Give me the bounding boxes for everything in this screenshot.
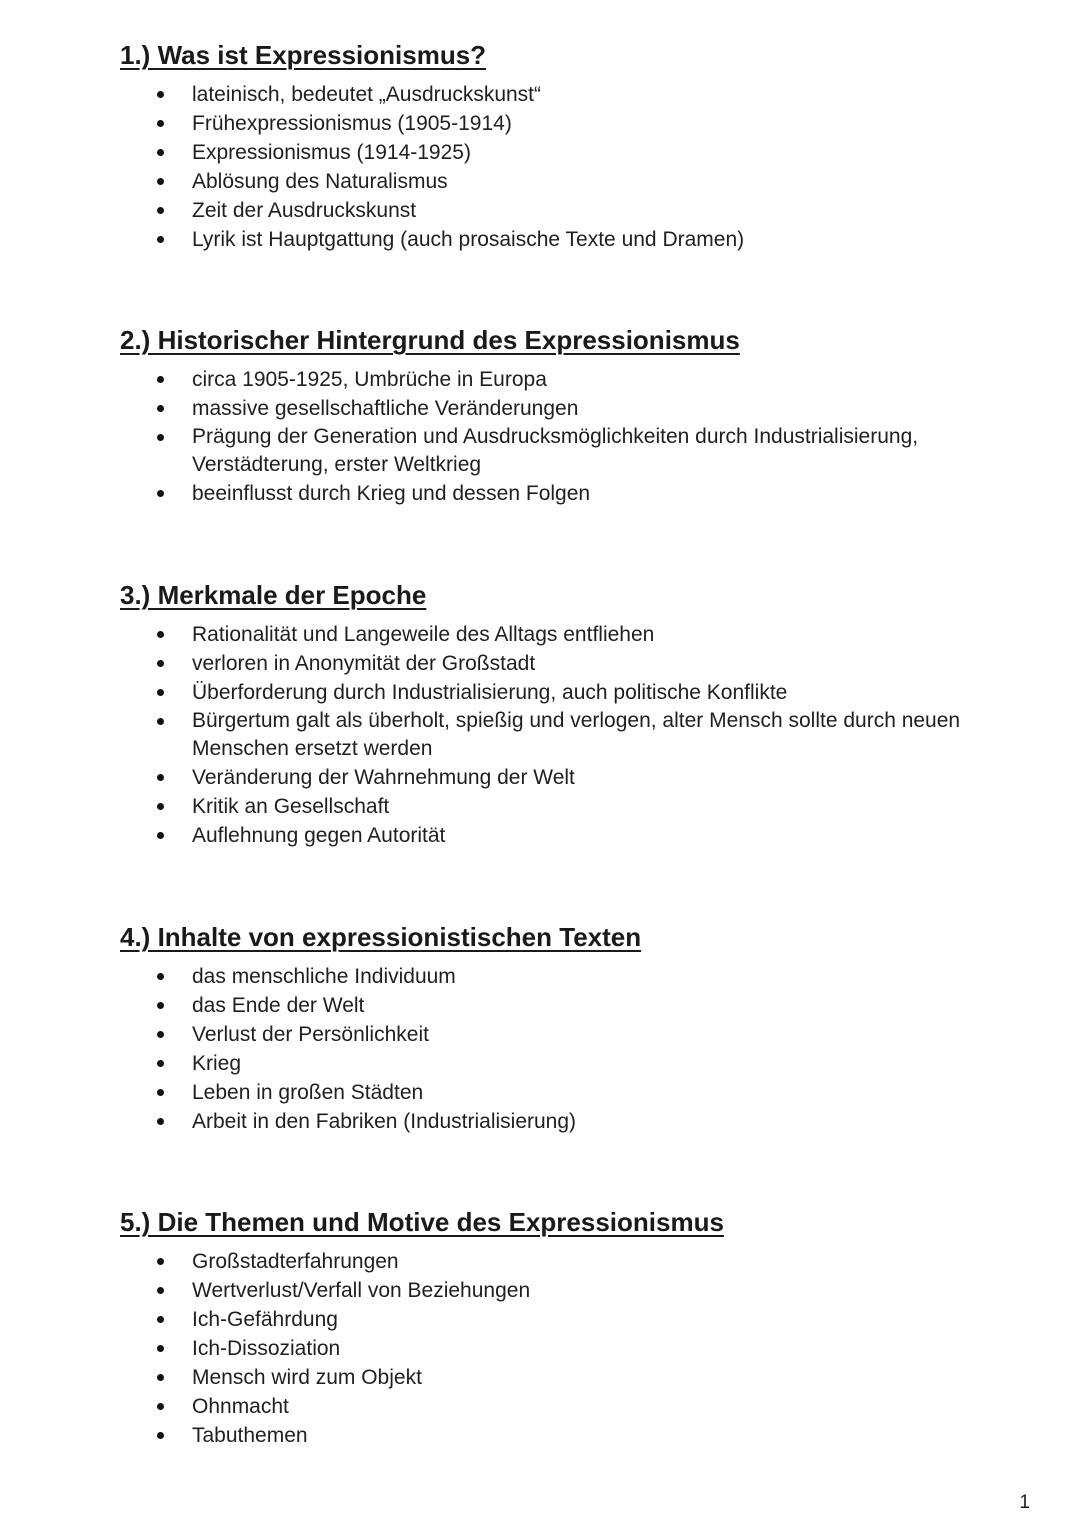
list-item: circa 1905-1925, Umbrüche in Europa [120, 365, 1020, 394]
section-title: 1.) Was ist Expressionismus? [120, 40, 487, 70]
list-item: Ich-Dissoziation [120, 1334, 1020, 1363]
bullet-list [120, 365, 1020, 508]
list-item: verloren in Anonymität der Großstadt [120, 649, 1020, 678]
list-item: Kritik an Gesellschaft [120, 792, 1020, 821]
list-item: Krieg [120, 1049, 1020, 1078]
bullet-list [120, 80, 1020, 254]
list-item: Auflehnung gegen Autorität [120, 821, 1020, 850]
page-number: 1 [1019, 1492, 1030, 1513]
section-title: 5.) Die Themen und Motive des Expressionismus [120, 1207, 724, 1237]
list-item: Lyrik ist Hauptgattung (auch prosaische Texte und Dramen) [120, 225, 1020, 254]
list-item: Ohnmacht [120, 1392, 1020, 1421]
list-item: Leben in großen Städten [120, 1078, 1020, 1107]
section-3 [120, 580, 1020, 850]
bullet-list [120, 962, 1020, 1136]
section-title: 4.) Inhalte von expressionistischen Texten [120, 922, 642, 952]
list-item: Mensch wird zum Objekt [120, 1363, 1020, 1392]
bullet-list [120, 1247, 1020, 1450]
list-item: Überforderung durch Industrialisierung, auch politische Konflikte [120, 678, 1020, 707]
list-item: das menschliche Individuum [120, 962, 1020, 991]
list-item: Expressionismus (1914-1925) [120, 138, 1020, 167]
list-item: Ich-Gefährdung [120, 1305, 1020, 1334]
section-title: 3.) Merkmale der Epoche [120, 580, 427, 610]
list-item: das Ende der Welt [120, 991, 1020, 1020]
list-item: lateinisch, bedeutet „Ausdruckskunst“ [120, 80, 1020, 109]
list-item: Prägung der Generation und Ausdrucksmöglichkeiten durch Industrialisierung, Verstädterung, erster Weltkrieg [120, 423, 1020, 479]
list-item: Tabuthemen [120, 1421, 1020, 1450]
section-1 [120, 40, 1020, 254]
section-4 [120, 922, 1020, 1136]
list-item: massive gesellschaftliche Veränderungen [120, 394, 1020, 423]
list-item: Zeit der Ausdruckskunst [120, 196, 1020, 225]
list-item: Großstadterfahrungen [120, 1247, 1020, 1276]
list-item: Verlust der Persönlichkeit [120, 1020, 1020, 1049]
section-5 [120, 1207, 1020, 1450]
list-item: Veränderung der Wahrnehmung der Welt [120, 763, 1020, 792]
list-item: Arbeit in den Fabriken (Industrialisierung) [120, 1107, 1020, 1136]
list-item: Ablösung des Naturalismus [120, 167, 1020, 196]
list-item: Frühexpressionismus (1905-1914) [120, 109, 1020, 138]
list-item: Bürgertum galt als überholt, spießig und verlogen, alter Mensch sollte durch neuen Menschen ersetzt werden [120, 707, 1020, 763]
list-item: Wertverlust/Verfall von Beziehungen [120, 1276, 1020, 1305]
list-item: beeinflusst durch Krieg und dessen Folgen [120, 479, 1020, 508]
bullet-list [120, 620, 1020, 850]
section-2 [120, 325, 1020, 508]
list-item: Rationalität und Langeweile des Alltags entfliehen [120, 620, 1020, 649]
section-title: 2.) Historischer Hintergrund des Expressionismus [120, 325, 740, 355]
